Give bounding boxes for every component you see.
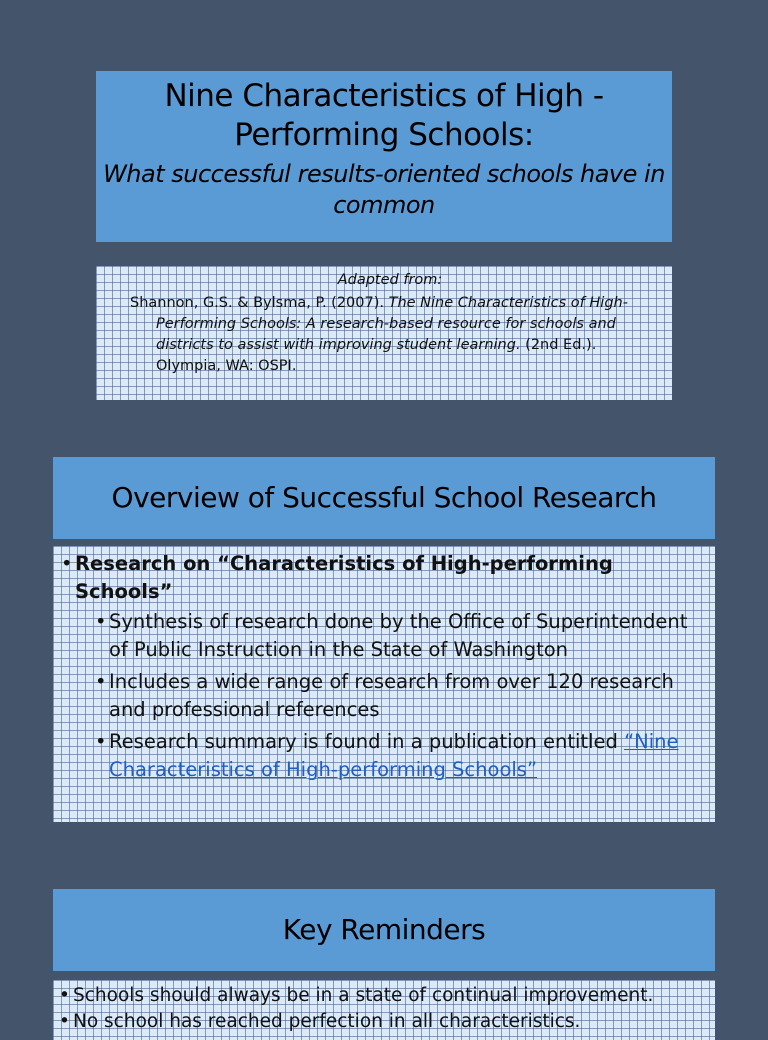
summary-text: Research summary is found in a publication entitled — [109, 730, 625, 753]
main-bullet — [61, 550, 707, 784]
publication-link[interactable]: “Nine Characteristics of High-performing Schools” — [109, 730, 679, 781]
adapted-from-label: Adapted from: — [337, 272, 443, 288]
citation-text — [130, 293, 650, 377]
key-reminders-list — [59, 983, 709, 1035]
sub-bullet: • Synthesis of research done by the Office of Superintendent of Public Instruction in the State of Washington — [95, 608, 707, 664]
sub-bullet: • Includes a wide range of research from over 120 research and professional references — [95, 668, 707, 724]
citation-title: The Nine Characteristics of High-Performing Schools: A research-based resource for schools and districts to assist with improving student learning. — [156, 295, 628, 353]
overview-heading: Overview of Successful School Research — [111, 481, 657, 514]
document-subtitle: What successful results-oriented schools have in common — [103, 160, 665, 219]
document-title: Nine Characteristics of High - Performing Schools: — [164, 78, 604, 153]
overview-bullet-list — [61, 550, 707, 784]
overview-heading-banner — [53, 457, 715, 539]
reminder-bullet: • No school has reached perfection in all characteristics. — [59, 1009, 709, 1035]
overview-content — [53, 546, 715, 822]
title-banner — [96, 71, 672, 242]
sub-bullet — [95, 728, 707, 784]
citation-publisher: (2nd Ed.). Olympia, WA: OSPI. — [156, 337, 597, 374]
key-reminders-heading: Key Reminders — [282, 913, 486, 946]
key-reminders-heading-banner — [53, 889, 715, 971]
sub-bullet-list — [75, 608, 707, 784]
citation-panel — [96, 266, 672, 400]
key-reminders-content — [53, 980, 715, 1040]
main-bullet-text: Research on “Characteristics of High-performing Schools” — [75, 552, 613, 603]
reminder-bullet: • Schools should always be in a state of continual improvement. — [59, 983, 709, 1009]
citation-authors: Shannon, G.S. & Bylsma, P. (2007). — [130, 295, 389, 311]
